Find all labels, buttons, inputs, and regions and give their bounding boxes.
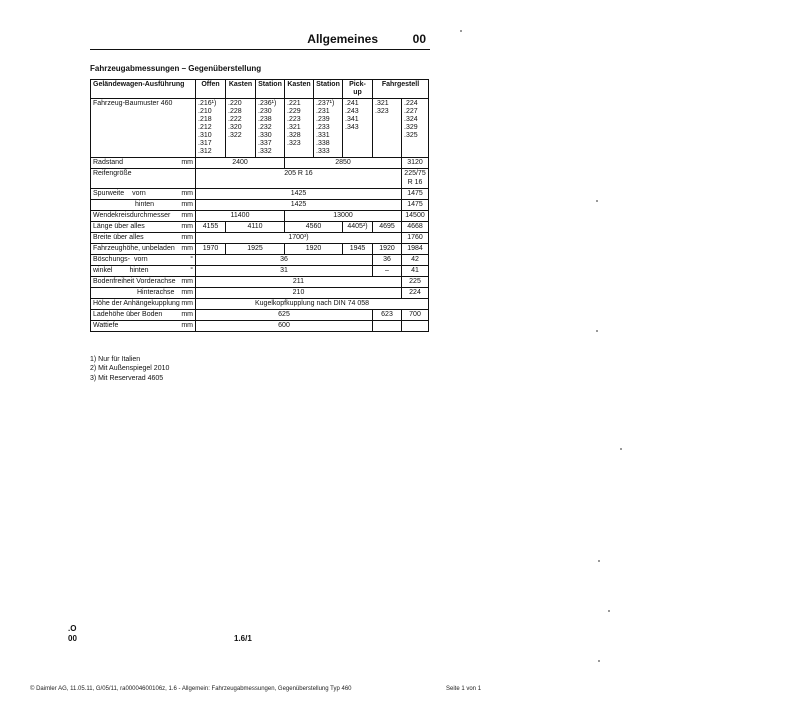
table-row-wendekreis bbox=[91, 210, 429, 221]
model-number: .237¹) bbox=[316, 100, 335, 108]
model-number: .341 bbox=[345, 116, 359, 124]
cell-value: 1920 bbox=[373, 243, 402, 254]
col-header: Offen bbox=[196, 80, 226, 99]
table-row-hoehe bbox=[91, 243, 429, 254]
model-list bbox=[373, 99, 402, 158]
model-number: .212 bbox=[198, 124, 212, 132]
model-list bbox=[402, 99, 429, 158]
scan-speck bbox=[596, 200, 598, 202]
model-number: .329 bbox=[404, 124, 418, 132]
cell-value: 205 R 16 bbox=[196, 169, 402, 188]
model-number: .218 bbox=[198, 116, 212, 124]
model-number: .320 bbox=[228, 124, 242, 132]
model-list bbox=[314, 99, 343, 158]
row-label: Ladehöhe über Boden mm bbox=[91, 310, 196, 321]
model-number: .231 bbox=[316, 108, 330, 116]
cell-value: 2850 bbox=[285, 158, 402, 169]
row-label: Böschungs- vorn ° bbox=[91, 254, 196, 265]
col-header: Station bbox=[256, 80, 285, 99]
row-label: hinten mm bbox=[91, 199, 196, 210]
model-number: .221 bbox=[287, 100, 301, 108]
header-label: Geländewagen-Ausführung bbox=[91, 80, 196, 99]
cell-value: Kugelkopfkupplung nach DIN 74 058 bbox=[196, 299, 429, 310]
model-number: .241 bbox=[345, 100, 359, 108]
model-number: .224 bbox=[404, 100, 418, 108]
table-row-boeschung-hinten bbox=[91, 265, 429, 276]
cell-empty bbox=[402, 321, 429, 332]
cell-empty bbox=[373, 321, 402, 332]
model-list bbox=[196, 99, 226, 158]
header-title: Allgemeines bbox=[307, 32, 378, 46]
cell-value: – bbox=[373, 265, 402, 276]
col-header: Station bbox=[314, 80, 343, 99]
cell-value: 4695 bbox=[373, 221, 402, 232]
table-row-reifen bbox=[91, 169, 429, 188]
model-number: .312 bbox=[198, 148, 212, 156]
row-label: Spurweite vorn mm bbox=[91, 188, 196, 199]
model-number: .321 bbox=[375, 100, 389, 108]
model-list bbox=[256, 99, 285, 158]
model-number: .317 bbox=[198, 140, 212, 148]
cell-value: 224 bbox=[402, 287, 429, 298]
cell-value: 4668 bbox=[402, 221, 429, 232]
scan-speck bbox=[598, 560, 600, 562]
col-header: Kasten bbox=[226, 80, 256, 99]
model-number: .337 bbox=[258, 140, 272, 148]
cell-value: 700 bbox=[402, 310, 429, 321]
cell-value: 36 bbox=[196, 254, 373, 265]
cell-value: 1760 bbox=[402, 232, 429, 243]
model-list bbox=[285, 99, 314, 158]
cell-value: 1425 bbox=[196, 188, 402, 199]
cell-value: 42 bbox=[402, 254, 429, 265]
row-label: Radstand mm bbox=[91, 158, 196, 169]
cell-value: 13000 bbox=[285, 210, 402, 221]
model-number: .233 bbox=[316, 124, 330, 132]
model-number: .328 bbox=[287, 132, 301, 140]
row-label: Wendekreisdurchmesser mm bbox=[91, 210, 196, 221]
model-number: .216¹) bbox=[198, 100, 217, 108]
cell-value: 41 bbox=[402, 265, 429, 276]
table-row-anhaengekupplung bbox=[91, 299, 429, 310]
model-number: .325 bbox=[404, 132, 418, 140]
cell-value: 600 bbox=[196, 321, 373, 332]
model-number: .321 bbox=[287, 124, 301, 132]
model-number: .330 bbox=[258, 132, 272, 140]
scan-speck bbox=[460, 30, 462, 32]
cell-value: 625 bbox=[196, 310, 373, 321]
model-number: .227 bbox=[404, 108, 418, 116]
table-row-breite bbox=[91, 232, 429, 243]
model-number: .230 bbox=[258, 108, 272, 116]
scan-speck bbox=[620, 448, 622, 450]
footer-copyright: © Daimler AG, 11.05.11, G/05/11, ra00004600106z, 1.6 - Allgemein: Fahrzeugabmessungen, Gegenüberstellung Typ 460 bbox=[30, 686, 352, 692]
table-row-spurweite-vorn bbox=[91, 188, 429, 199]
table-row-bodenfreiheit-vorder bbox=[91, 276, 429, 287]
cell-value: 211 bbox=[196, 276, 402, 287]
model-number: .343 bbox=[345, 124, 359, 132]
cell-value: 225/75 R 16 bbox=[402, 169, 429, 188]
table-row-laenge bbox=[91, 221, 429, 232]
model-number: .220 bbox=[228, 100, 242, 108]
dimensions-table bbox=[90, 79, 429, 332]
cell-value: 1984 bbox=[402, 243, 429, 254]
cell-value: 623 bbox=[373, 310, 402, 321]
table-row-boeschung-vorn bbox=[91, 254, 429, 265]
model-number: .323 bbox=[287, 140, 301, 148]
footer-page-count: Seite 1 von 1 bbox=[446, 686, 482, 692]
margin-mark: .O 00 bbox=[68, 624, 77, 643]
table-row-wattiefe bbox=[91, 321, 429, 332]
header-rule bbox=[90, 49, 430, 50]
cell-value: 1945 bbox=[343, 243, 373, 254]
cell-value: 1700³) bbox=[196, 232, 402, 243]
scan-speck bbox=[596, 330, 598, 332]
scan-speck bbox=[608, 610, 610, 612]
footnotes bbox=[90, 355, 169, 383]
cell-value: 31 bbox=[196, 265, 373, 276]
cell-value: 1925 bbox=[226, 243, 285, 254]
model-number: .333 bbox=[316, 148, 330, 156]
row-label: Bodenfreiheit Vorderachse mm bbox=[91, 276, 196, 287]
footnote: 2) Mit Außenspiegel 2010 bbox=[90, 365, 170, 373]
footnote: 1) Nur für Italien bbox=[90, 356, 141, 363]
cell-value: 4110 bbox=[226, 221, 285, 232]
row-label: Wattiefe mm bbox=[91, 321, 196, 332]
col-header: Pick-up bbox=[343, 80, 373, 99]
row-label: winkel hinten ° bbox=[91, 265, 196, 276]
col-header: Kasten bbox=[285, 80, 314, 99]
footnote: 3) Mit Reserverad 4605 bbox=[90, 374, 164, 382]
page-number: 1.6/1 bbox=[234, 634, 252, 643]
model-number: .223 bbox=[287, 116, 301, 124]
table-row-spurweite-hinten bbox=[91, 199, 429, 210]
cell-value: 1475 bbox=[402, 188, 429, 199]
model-number: .331 bbox=[316, 132, 330, 140]
cell-value: 11400 bbox=[196, 210, 285, 221]
model-number: .243 bbox=[345, 108, 359, 116]
cell-value: 210 bbox=[196, 287, 402, 298]
model-number: .332 bbox=[258, 148, 272, 156]
model-number: .323 bbox=[375, 108, 389, 116]
model-list bbox=[226, 99, 256, 158]
cell-value: 1425 bbox=[196, 199, 402, 210]
row-label: Hinterachse mm bbox=[91, 287, 196, 298]
model-number: .324 bbox=[404, 116, 418, 124]
model-number: .229 bbox=[287, 108, 301, 116]
row-label: Höhe der Anhängekupplung mm bbox=[91, 299, 196, 310]
page-header bbox=[90, 30, 430, 50]
cell-value: 4405²) bbox=[343, 221, 373, 232]
scan-speck bbox=[598, 660, 600, 662]
cell-value: 36 bbox=[373, 254, 402, 265]
cell-value: 4560 bbox=[285, 221, 343, 232]
row-label: Fahrzeughöhe, unbeladen mm bbox=[91, 243, 196, 254]
model-number: .310 bbox=[198, 132, 212, 140]
cell-value: 14500 bbox=[402, 210, 429, 221]
model-number: .322 bbox=[228, 132, 242, 140]
document-title: Fahrzeugabmessungen – Gegenüberstellung bbox=[90, 64, 262, 73]
cell-value: 4155 bbox=[196, 221, 226, 232]
cell-value: 1970 bbox=[196, 243, 226, 254]
model-number: .232 bbox=[258, 124, 272, 132]
cell-value: 225 bbox=[402, 276, 429, 287]
header-section-number: 00 bbox=[412, 32, 426, 46]
row-label: Breite über alles mm bbox=[91, 232, 196, 243]
model-number: .210 bbox=[198, 108, 212, 116]
table-row-bodenfreiheit-hinter bbox=[91, 287, 429, 298]
table-header-row bbox=[91, 80, 429, 99]
cell-value: 2400 bbox=[196, 158, 285, 169]
model-number: .236¹) bbox=[258, 100, 277, 108]
table-row-ladehoehe bbox=[91, 310, 429, 321]
model-number: .338 bbox=[316, 140, 330, 148]
row-label: Reifengröße bbox=[91, 169, 196, 188]
cell-value: 1475 bbox=[402, 199, 429, 210]
model-list bbox=[343, 99, 373, 158]
table-row-radstand bbox=[91, 158, 429, 169]
model-number: .239 bbox=[316, 116, 330, 124]
table-row-models bbox=[91, 99, 429, 158]
row-label: Länge über alles mm bbox=[91, 221, 196, 232]
cell-value: 1920 bbox=[285, 243, 343, 254]
model-number: .238 bbox=[258, 116, 272, 124]
model-number: .222 bbox=[228, 116, 242, 124]
model-number: .228 bbox=[228, 108, 242, 116]
col-header-chassis: Fahrgestell bbox=[373, 80, 429, 99]
row-label: Fahrzeug-Baumuster 460 bbox=[91, 99, 196, 158]
cell-value: 3120 bbox=[402, 158, 429, 169]
